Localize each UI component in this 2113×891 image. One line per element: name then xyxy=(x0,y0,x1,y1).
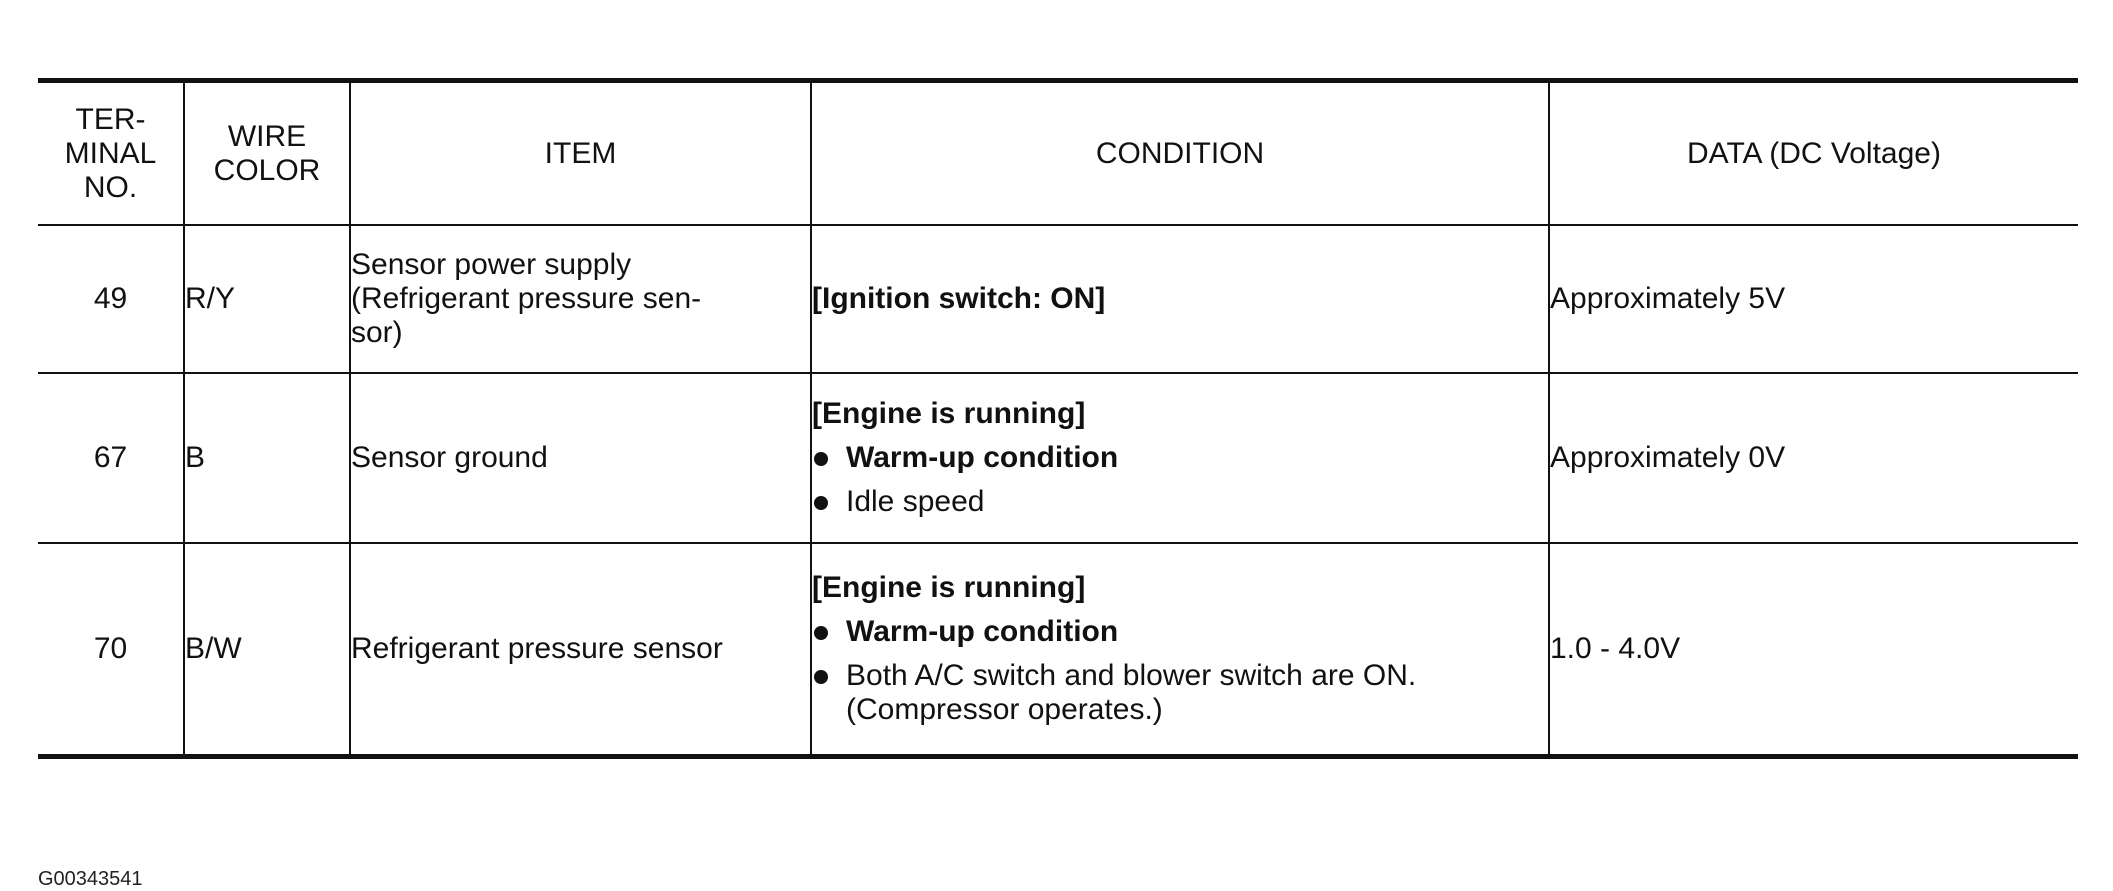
data-cell: Approximately 5V xyxy=(1549,225,2078,373)
condition-bullet: Both A/C switch and blower switch are ON. (Compressor operates.) xyxy=(812,659,1548,727)
table-row xyxy=(38,543,2078,757)
terminal-no-cell: 49 xyxy=(93,282,128,315)
figure-id: G00343541 xyxy=(38,868,143,890)
header-terminal-no: TER- MINAL NO. xyxy=(38,81,184,226)
header-wire-color: WIRE COLOR xyxy=(184,81,350,226)
condition-bullet: Warm-up condition xyxy=(812,615,1548,649)
table-row xyxy=(38,373,2078,543)
bullet-icon xyxy=(814,496,828,510)
bullet-icon xyxy=(814,626,828,640)
bullet-icon xyxy=(814,670,828,684)
data-cell: Approximately 0V xyxy=(1549,373,2078,543)
terminal-no-cell: 67 xyxy=(93,441,128,474)
data-cell: 1.0 - 4.0V xyxy=(1549,543,2078,757)
wire-color-cell: B xyxy=(184,373,350,543)
item-cell: Refrigerant pressure sensor xyxy=(350,543,811,757)
bullet-icon xyxy=(814,452,828,466)
condition-bullet: Warm-up condition xyxy=(812,441,1548,475)
condition-title: [Ignition switch: ON] xyxy=(812,282,1106,315)
item-cell: Sensor power supply (Refrigerant pressure sen- sor) xyxy=(350,225,811,373)
condition-cell xyxy=(811,225,1549,373)
header-item: ITEM xyxy=(350,81,811,226)
table-row xyxy=(38,225,2078,373)
condition-title: [Engine is running] xyxy=(812,397,1086,430)
header-row xyxy=(38,81,2078,226)
header-data: DATA (DC Voltage) xyxy=(1549,81,2078,226)
terminal-data-table xyxy=(38,78,2078,759)
condition-bullet: Idle speed xyxy=(812,485,1548,519)
spec-sheet xyxy=(38,78,2078,890)
item-cell: Sensor ground xyxy=(350,373,811,543)
condition-title: [Engine is running] xyxy=(812,571,1086,604)
header-condition: CONDITION xyxy=(811,81,1549,226)
wire-color-cell: R/Y xyxy=(184,225,350,373)
wire-color-cell: B/W xyxy=(184,543,350,757)
terminal-no-cell: 70 xyxy=(93,632,128,665)
condition-cell xyxy=(811,373,1549,543)
condition-cell xyxy=(811,543,1549,757)
